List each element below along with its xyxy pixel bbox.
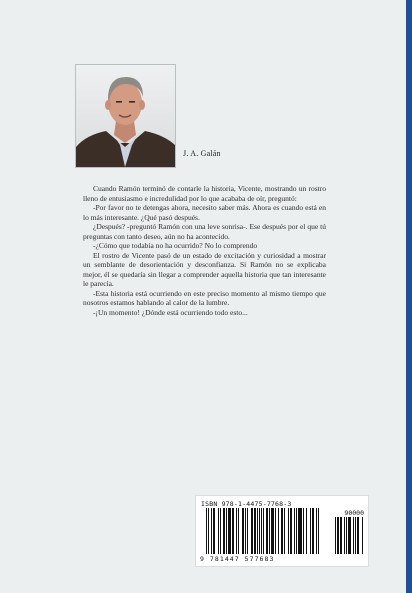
paragraph: -Por favor no te detengas ahora, necesito saber más. Ahora es cuando está en lo más interesante. ¿Qué pasó después. [83, 203, 326, 222]
barcode-bar [296, 508, 297, 554]
barcode-bar [310, 508, 311, 554]
price-code: 90000 [344, 509, 364, 517]
barcode-bar [284, 508, 285, 554]
barcode-digits: 9 781447 577683 [200, 555, 275, 563]
barcode-bar [269, 508, 270, 554]
barcode-bar [226, 508, 227, 554]
barcode-bar [346, 517, 347, 554]
barcode-bar [290, 508, 292, 554]
barcode-bar [306, 508, 307, 554]
barcode-bar [245, 508, 246, 554]
isbn-label: ISBN 978-1-4475-7768-3 [201, 500, 292, 508]
synopsis-text [83, 184, 326, 317]
author-portrait-icon [76, 65, 175, 167]
barcode-bar [275, 508, 276, 554]
barcode-bar [206, 508, 207, 554]
barcode-bar [263, 508, 264, 554]
barcode-bar [318, 508, 319, 554]
barcode-bar [213, 508, 215, 554]
barcode-bar [335, 517, 336, 554]
barcode-bar [362, 517, 363, 554]
paragraph: ¿Después? -preguntó Ramón con una leve sonrisa-. Ese después por el que tú preguntas con tanto deseo, aún no ha acontecido. [83, 222, 326, 241]
barcode-bar [259, 508, 260, 554]
barcode-bar [232, 508, 234, 554]
barcode-bar [303, 508, 304, 554]
barcode-bar [261, 508, 262, 554]
spine-edge [406, 0, 412, 593]
barcode-bar [266, 508, 268, 554]
barcode-bar [251, 508, 253, 554]
barcode-bar [357, 517, 359, 554]
barcode-bar [254, 508, 256, 554]
barcode-bar [294, 508, 295, 554]
barcode-bar [271, 508, 274, 554]
author-name: J. A. Galán [183, 149, 221, 158]
paragraph: -¡Un momento! ¿Dónde está ocurriendo todo esto... [93, 307, 248, 317]
barcode-addon-bars [335, 517, 363, 554]
paragraph: -¿Cómo que todabía no ha ocurrido? No lo comprendo [93, 241, 258, 250]
barcode-bar [298, 508, 302, 554]
barcode-bar [340, 517, 342, 554]
barcode-bar [218, 508, 219, 554]
barcode-bar [312, 508, 314, 554]
paragraph: Cuando Ramón terminó de contarle la historia, Vicente, mostrando un rostro lleno de entusiasmo e incredulidad por lo que acababa de oír, preguntó: [83, 184, 326, 203]
barcode-bar [247, 508, 248, 554]
author-photo [75, 64, 176, 168]
barcode-bar [208, 508, 209, 554]
barcode-bar [220, 508, 221, 554]
barcode-bar [353, 517, 354, 554]
barcode-bar [242, 508, 244, 554]
barcode-bar [223, 508, 225, 554]
isbn-barcode [195, 495, 369, 567]
barcode-bar [228, 508, 231, 554]
barcode-bar [355, 517, 356, 554]
barcode-bar [281, 508, 283, 554]
barcode-bar [337, 517, 339, 554]
barcode-bar [211, 508, 212, 554]
paragraph: -Esta historia está ocurriendo en este preciso momento al mismo tiempo que nosotros estamos hablando al calor de la lumbre. [83, 288, 326, 307]
barcode-bar [344, 517, 345, 554]
barcode-bar [236, 508, 237, 554]
barcode-bar [257, 508, 258, 554]
paragraph: El rostro de Vicente pasó de un estado de excitación y curiosidad a mostrar un semblante de desorientación y desconfianza. Si Ramón no se explicaba mejor, él se quedaría sin llegar a comprender aquella historia que tan interesante le parecía. [83, 250, 326, 288]
barcode-bar [238, 508, 239, 554]
barcode-bars [206, 508, 330, 554]
barcode-bar [278, 508, 279, 554]
barcode-bar [348, 517, 351, 554]
barcode-bar [288, 508, 289, 554]
barcode-bar [316, 508, 317, 554]
